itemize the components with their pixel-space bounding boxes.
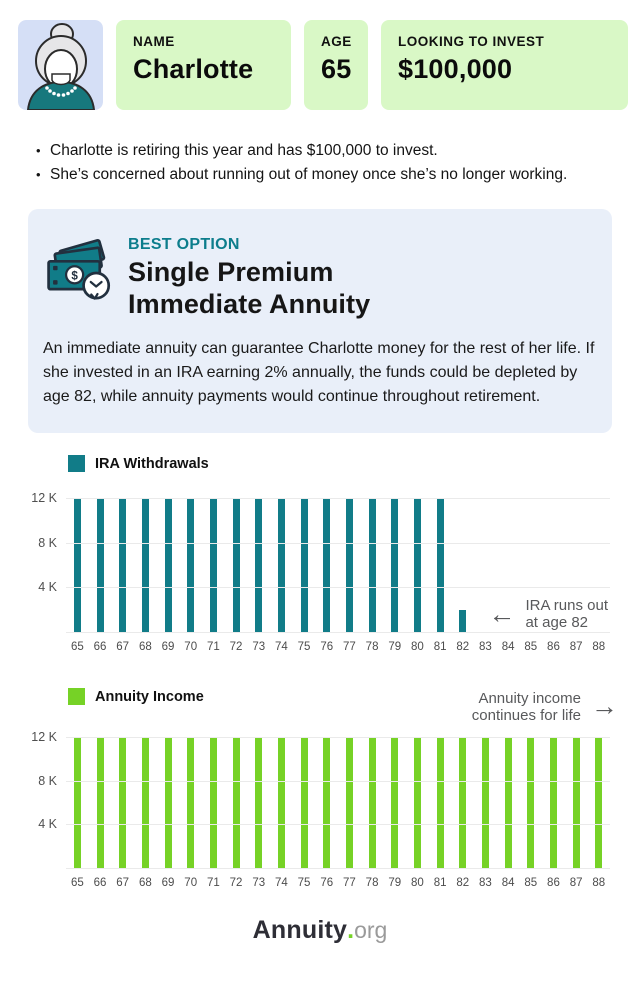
bar-slot bbox=[202, 737, 225, 868]
gridline bbox=[66, 824, 610, 825]
x-axis-tick-label: 76 bbox=[320, 877, 334, 890]
invest-card bbox=[381, 20, 628, 110]
x-axis-tick-label: 80 bbox=[411, 877, 424, 890]
annuity-annotation-line2: continues for life bbox=[471, 707, 581, 725]
bar-slot bbox=[361, 498, 384, 632]
bar-age-66 bbox=[97, 737, 104, 868]
annuity-plot-area bbox=[31, 730, 610, 868]
bar-slot bbox=[134, 737, 157, 868]
x-axis-tick-label: 68 bbox=[138, 641, 152, 654]
bar-age-73 bbox=[255, 498, 262, 632]
bar-slot bbox=[406, 498, 429, 632]
ira-runs-out-annotation bbox=[488, 597, 608, 631]
x-axis-tick-label: 80 bbox=[411, 641, 424, 654]
annuity-annotation-text bbox=[472, 690, 581, 724]
best-option-titles bbox=[128, 236, 370, 320]
bar-age-68 bbox=[142, 498, 149, 632]
bar-slot bbox=[565, 737, 588, 868]
name-label: NAME bbox=[133, 34, 175, 49]
x-axis-tick-label: 81 bbox=[433, 641, 447, 654]
x-axis-tick-label: 77 bbox=[343, 641, 356, 654]
annuity-chart-header bbox=[18, 688, 622, 724]
y-axis-tick-label: 12 K bbox=[31, 491, 57, 506]
ira-chart-header bbox=[18, 455, 622, 472]
y-axis-tick-label: 4 K bbox=[38, 817, 57, 832]
x-axis-tick-label: 85 bbox=[524, 877, 538, 890]
age-value: 65 bbox=[321, 54, 352, 84]
y-axis-tick-label: 8 K bbox=[38, 773, 57, 788]
ira-plot-area bbox=[31, 491, 610, 632]
ira-legend-swatch bbox=[68, 455, 85, 472]
brand-suffix: org bbox=[354, 917, 388, 944]
gridline bbox=[66, 498, 610, 499]
bullet-text: She’s concerned about running out of money once she’s no longer working. bbox=[50, 166, 568, 183]
annuity-legend-label: Annuity Income bbox=[95, 688, 204, 705]
bar-slot bbox=[519, 737, 542, 868]
bar-slot bbox=[247, 737, 270, 868]
bar-slot bbox=[338, 498, 361, 632]
bullet-marker: • bbox=[36, 167, 41, 182]
bar-age-74 bbox=[278, 498, 285, 632]
ira-legend bbox=[68, 455, 209, 472]
bar-slot bbox=[111, 737, 134, 868]
bar-age-67 bbox=[119, 737, 126, 868]
bar-slot bbox=[338, 737, 361, 868]
bar-age-68 bbox=[142, 737, 149, 868]
bar-slot bbox=[179, 737, 202, 868]
baseline-gridline bbox=[66, 868, 610, 869]
x-axis-tick-label: 69 bbox=[161, 877, 175, 890]
bar-age-75 bbox=[301, 737, 308, 868]
bar-slot bbox=[429, 498, 452, 632]
x-axis-tick-label: 84 bbox=[501, 877, 515, 890]
best-option-card bbox=[28, 209, 612, 433]
bar-age-83 bbox=[482, 737, 489, 868]
annuity-income-chart bbox=[18, 688, 622, 889]
x-axis-tick-label: 74 bbox=[274, 877, 288, 890]
bar-slot bbox=[270, 498, 293, 632]
x-axis-tick-label: 77 bbox=[343, 877, 356, 890]
invest-label: LOOKING TO INVEST bbox=[398, 34, 545, 49]
bar-age-76 bbox=[323, 498, 330, 632]
bar-age-81 bbox=[437, 737, 444, 868]
bar-age-77 bbox=[346, 498, 353, 632]
bar-slot bbox=[361, 737, 384, 868]
x-axis-tick-label: 68 bbox=[138, 877, 152, 890]
x-axis-tick-label: 87 bbox=[569, 641, 583, 654]
x-axis-tick-label: 76 bbox=[320, 641, 334, 654]
best-option-title bbox=[128, 257, 370, 320]
gridline bbox=[66, 587, 610, 588]
x-axis-tick-label: 78 bbox=[365, 877, 379, 890]
x-axis-tick-label: 81 bbox=[433, 877, 447, 890]
ira-annotation-line1: IRA runs out bbox=[525, 597, 608, 615]
bar-age-70 bbox=[187, 737, 194, 868]
bar-slot bbox=[293, 737, 316, 868]
bar-slot bbox=[474, 737, 497, 868]
bar-age-72 bbox=[233, 737, 240, 868]
bar-slot bbox=[451, 737, 474, 868]
bar-slot bbox=[202, 498, 225, 632]
bar-age-66 bbox=[97, 498, 104, 632]
bar-age-76 bbox=[323, 737, 330, 868]
bar-age-71 bbox=[210, 498, 217, 632]
brand-dot: . bbox=[347, 916, 355, 945]
bar-age-69 bbox=[165, 737, 172, 868]
bar-age-82 bbox=[459, 737, 466, 868]
bar-age-73 bbox=[255, 737, 262, 868]
bar-age-71 bbox=[210, 737, 217, 868]
x-axis-tick-label: 85 bbox=[524, 641, 538, 654]
bar-slot bbox=[587, 737, 610, 868]
annuity-legend bbox=[68, 688, 204, 705]
x-axis-tick-label: 67 bbox=[116, 641, 130, 654]
bar-slot bbox=[383, 737, 406, 868]
bar-slot bbox=[157, 498, 180, 632]
annuity-legend-swatch bbox=[68, 688, 85, 705]
best-option-description: An immediate annuity can guarantee Charlotte money for the rest of her life. If she invested in an IRA earning 2% annually, the funds could be depleted by age 82, while annuity payments would continue throughout retirement. bbox=[43, 340, 595, 406]
bar-age-77 bbox=[346, 737, 353, 868]
bar-slot bbox=[293, 498, 316, 632]
bar-slot bbox=[406, 737, 429, 868]
x-axis-tick-label: 86 bbox=[547, 877, 560, 890]
best-option-title-line1: Single Premium bbox=[128, 257, 334, 287]
bullet-item bbox=[36, 163, 618, 187]
bar-slot bbox=[111, 498, 134, 632]
x-axis-tick-label: 75 bbox=[297, 641, 311, 654]
x-axis-tick-label: 72 bbox=[229, 641, 243, 654]
x-axis-tick-label: 71 bbox=[206, 877, 220, 890]
bar-slot bbox=[66, 498, 89, 632]
ira-withdrawals-chart bbox=[18, 455, 622, 653]
svg-text:$: $ bbox=[71, 269, 78, 283]
bar-slot bbox=[157, 737, 180, 868]
x-axis-tick-label: 75 bbox=[297, 877, 311, 890]
bar-age-80 bbox=[414, 498, 421, 632]
brand-name: Annuity bbox=[252, 916, 348, 945]
x-axis-tick-label: 70 bbox=[184, 877, 198, 890]
bar-age-65 bbox=[74, 498, 81, 632]
gridline bbox=[66, 781, 610, 782]
name-card bbox=[116, 20, 291, 110]
bar-slot bbox=[89, 498, 112, 632]
x-axis-tick-label: 82 bbox=[456, 641, 470, 654]
x-axis-tick-label: 66 bbox=[93, 877, 107, 890]
bar-age-84 bbox=[505, 737, 512, 868]
bar-slot bbox=[225, 737, 248, 868]
x-axis-tick-label: 86 bbox=[547, 641, 560, 654]
profile-header bbox=[0, 0, 640, 110]
best-option-title-line2: Immediate Annuity bbox=[128, 288, 371, 319]
age-label: AGE bbox=[321, 34, 352, 49]
x-axis-tick-label: 83 bbox=[479, 877, 492, 890]
baseline-gridline bbox=[66, 632, 610, 633]
x-axis-tick-label: 87 bbox=[569, 877, 583, 890]
bar-age-80 bbox=[414, 737, 421, 868]
bar-slot bbox=[542, 737, 565, 868]
bar-age-67 bbox=[119, 498, 126, 632]
bullet-item bbox=[36, 139, 618, 163]
x-axis-tick-label: 73 bbox=[252, 641, 266, 654]
bar-age-86 bbox=[550, 737, 557, 868]
bar-slot bbox=[134, 498, 157, 632]
best-option-eyebrow: BEST OPTION bbox=[128, 236, 240, 253]
x-axis-tick-label: 65 bbox=[70, 877, 84, 890]
bar-age-70 bbox=[187, 498, 194, 632]
x-axis-tick-label: 83 bbox=[479, 641, 492, 654]
bar-age-79 bbox=[391, 737, 398, 868]
bar-age-69 bbox=[165, 498, 172, 632]
summary-bullets bbox=[36, 139, 618, 187]
bar-slot bbox=[429, 737, 452, 868]
annuity-continues-annotation bbox=[472, 688, 618, 724]
ira-x-axis-labels bbox=[66, 641, 610, 653]
x-axis-tick-label: 79 bbox=[388, 641, 402, 654]
x-axis-tick-label: 67 bbox=[116, 877, 130, 890]
left-arrow-icon: ← bbox=[488, 599, 516, 630]
money-clock-icon bbox=[45, 238, 115, 308]
bar-age-78 bbox=[369, 737, 376, 868]
y-axis-tick-label: 8 K bbox=[38, 535, 57, 550]
x-axis-tick-label: 73 bbox=[252, 877, 266, 890]
x-axis-tick-label: 74 bbox=[274, 641, 288, 654]
invest-value: $100,000 bbox=[398, 54, 513, 84]
bar-slot bbox=[451, 498, 474, 632]
annuity-annotation-line1: Annuity income bbox=[478, 690, 581, 708]
bar-slot bbox=[270, 737, 293, 868]
annuity-x-axis-labels bbox=[66, 877, 610, 889]
x-axis-tick-label: 70 bbox=[184, 641, 198, 654]
bullet-marker: • bbox=[36, 143, 41, 158]
bar-age-81 bbox=[437, 498, 444, 632]
y-axis-tick-label: 12 K bbox=[31, 730, 57, 745]
avatar bbox=[18, 20, 103, 110]
bar-slot bbox=[315, 737, 338, 868]
x-axis-tick-label: 88 bbox=[592, 641, 606, 654]
bar-age-82 bbox=[459, 610, 466, 632]
bar-age-75 bbox=[301, 498, 308, 632]
bar-slot bbox=[497, 737, 520, 868]
right-arrow-icon: → bbox=[591, 691, 618, 722]
ira-annotation-text bbox=[525, 597, 608, 631]
x-axis-tick-label: 65 bbox=[70, 641, 84, 654]
x-axis-tick-label: 69 bbox=[161, 641, 175, 654]
x-axis-tick-label: 84 bbox=[501, 641, 515, 654]
bar-slot bbox=[66, 737, 89, 868]
x-axis-tick-label: 66 bbox=[93, 641, 107, 654]
x-axis-tick-label: 78 bbox=[365, 641, 379, 654]
x-axis-tick-label: 88 bbox=[592, 877, 606, 890]
elderly-woman-icon bbox=[18, 20, 103, 110]
x-axis-tick-label: 72 bbox=[229, 877, 243, 890]
bar-slot bbox=[89, 737, 112, 868]
age-card bbox=[304, 20, 368, 110]
bar-slot bbox=[179, 498, 202, 632]
gridline bbox=[66, 543, 610, 544]
bar-age-87 bbox=[573, 737, 580, 868]
bar-age-78 bbox=[369, 498, 376, 632]
bar-slot bbox=[383, 498, 406, 632]
name-value: Charlotte bbox=[133, 54, 254, 84]
bar-age-72 bbox=[233, 498, 240, 632]
bar-age-74 bbox=[278, 737, 285, 868]
x-axis-tick-label: 79 bbox=[388, 877, 402, 890]
bullet-text: Charlotte is retiring this year and has $100,000 to invest. bbox=[50, 142, 438, 159]
gridline bbox=[66, 737, 610, 738]
ira-annotation-line2: at age 82 bbox=[525, 614, 589, 632]
bar-age-88 bbox=[595, 737, 602, 868]
footer-logo bbox=[0, 916, 640, 945]
bar-slot bbox=[315, 498, 338, 632]
annuity-bars-row bbox=[66, 737, 610, 868]
bar-age-79 bbox=[391, 498, 398, 632]
bar-age-85 bbox=[527, 737, 534, 868]
bar-slot bbox=[225, 498, 248, 632]
x-axis-tick-label: 71 bbox=[206, 641, 220, 654]
bar-slot bbox=[247, 498, 270, 632]
ira-legend-label: IRA Withdrawals bbox=[95, 455, 209, 472]
y-axis-tick-label: 4 K bbox=[38, 580, 57, 595]
bar-age-65 bbox=[74, 737, 81, 868]
x-axis-tick-label: 82 bbox=[456, 877, 470, 890]
best-option-header bbox=[45, 236, 597, 320]
